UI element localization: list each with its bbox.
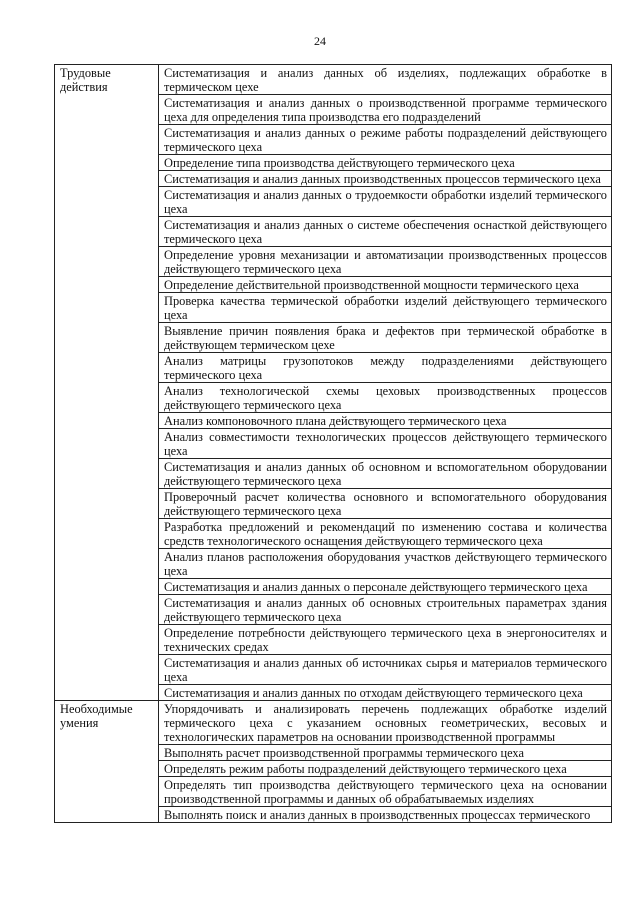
section-heading	[55, 701, 159, 823]
table-cell	[159, 701, 612, 745]
item-text: Определение действительной производственной мощности термического цеха	[164, 278, 579, 292]
table-cell	[159, 247, 612, 277]
item-text: Анализ совместимости технологических процессов действующего термического цеха	[164, 430, 607, 458]
item-text: Анализ компоновочного плана действующего термического цеха	[164, 414, 507, 428]
table-cell	[159, 595, 612, 625]
table-cell	[159, 655, 612, 685]
item-text: Выявление причин появления брака и дефектов при термической обработке в действующем термическом цехе	[164, 324, 607, 352]
item-text: Систематизация и анализ данных о трудоемкости обработки изделий термического цеха	[164, 188, 607, 216]
table-cell	[159, 125, 612, 155]
table-cell	[159, 429, 612, 459]
item-text: Анализ планов расположения оборудования участков действующего термического цеха	[164, 550, 607, 578]
item-text: Анализ матрицы грузопотоков между подразделениями действующего термического цеха	[164, 354, 607, 382]
table-cell	[159, 65, 612, 95]
item-text: Определение потребности действующего термического цеха в энергоносителях и технических средах	[164, 626, 607, 654]
page-number: 24	[314, 34, 326, 48]
item-text: Систематизация и анализ данных об основных строительных параметрах здания действующего термического цеха	[164, 596, 607, 624]
item-text: Систематизация и анализ данных об источниках сырья и материалов термического цеха	[164, 656, 607, 684]
table-row	[55, 65, 612, 95]
table-cell	[159, 685, 612, 701]
table-cell	[159, 155, 612, 171]
item-text: Систематизация и анализ данных о производственной программе термического цеха для определения типа производства его подразделений	[164, 96, 607, 124]
item-text: Анализ технологической схемы цеховых производственных процессов действующего термического цеха	[164, 384, 607, 412]
item-text: Определение типа производства действующего термического цеха	[164, 156, 515, 170]
table-cell	[159, 625, 612, 655]
item-text: Упорядочивать и анализировать перечень подлежащих обработке изделий термического цеха с указанием основных геометрических, весовых и технологических параметров на основании производственной программы	[164, 702, 607, 744]
table-cell	[159, 579, 612, 595]
table-cell	[159, 489, 612, 519]
item-text: Систематизация и анализ данных о системе обеспечения оснасткой действующего термического цеха	[164, 218, 607, 246]
item-text: Систематизация и анализ данных о режиме работы подразделений действующего термического цеха	[164, 126, 607, 154]
table-cell	[159, 519, 612, 549]
table-cell	[159, 95, 612, 125]
table-cell	[159, 277, 612, 293]
section-heading-text: Трудовые действия	[60, 66, 111, 94]
item-text: Систематизация и анализ данных по отходам действующего термического цеха	[164, 686, 583, 700]
item-text: Систематизация и анализ данных об основном и вспомогательном оборудовании действующего термического цеха	[164, 460, 607, 488]
item-text: Выполнять поиск и анализ данных в производственных процессах термического	[164, 808, 591, 822]
item-text: Систематизация и анализ данных о персонале действующего термического цеха	[164, 580, 588, 594]
table-cell	[159, 807, 612, 823]
table-row	[55, 701, 612, 745]
table-cell	[159, 761, 612, 777]
item-text: Определять режим работы подразделений действующего термического цеха	[164, 762, 567, 776]
item-text: Выполнять расчет производственной программы термического цеха	[164, 746, 524, 760]
section-heading-text: Необходимые умения	[60, 702, 133, 730]
table-cell	[159, 217, 612, 247]
table-cell	[159, 549, 612, 579]
item-text: Систематизация и анализ данных производственных процессов термического цеха	[164, 172, 601, 186]
table-cell	[159, 459, 612, 489]
item-text: Систематизация и анализ данных об изделиях, подлежащих обработке в термическом цехе	[164, 66, 607, 94]
table-cell	[159, 293, 612, 323]
table-cell	[159, 383, 612, 413]
requirements-table	[54, 64, 612, 823]
item-text: Проверка качества термической обработки изделий действующего термического цеха	[164, 294, 607, 322]
section-heading	[55, 65, 159, 701]
item-text: Определение уровня механизации и автоматизации производственных процессов действующего термического цеха	[164, 248, 607, 276]
item-text: Разработка предложений и рекомендаций по изменению состава и количества средств технологического оснащения действующего термического цеха	[164, 520, 607, 548]
item-text: Проверочный расчет количества основного и вспомогательного оборудования действующего термического цеха	[164, 490, 607, 518]
table-cell	[159, 171, 612, 187]
table-cell	[159, 777, 612, 807]
table-cell	[159, 413, 612, 429]
item-text: Определять тип производства действующего термического цеха на основании производственной программы и данных об обрабатываемых изделиях	[164, 778, 607, 806]
table-cell	[159, 323, 612, 353]
table-cell	[159, 353, 612, 383]
table-cell	[159, 187, 612, 217]
table-cell	[159, 745, 612, 761]
